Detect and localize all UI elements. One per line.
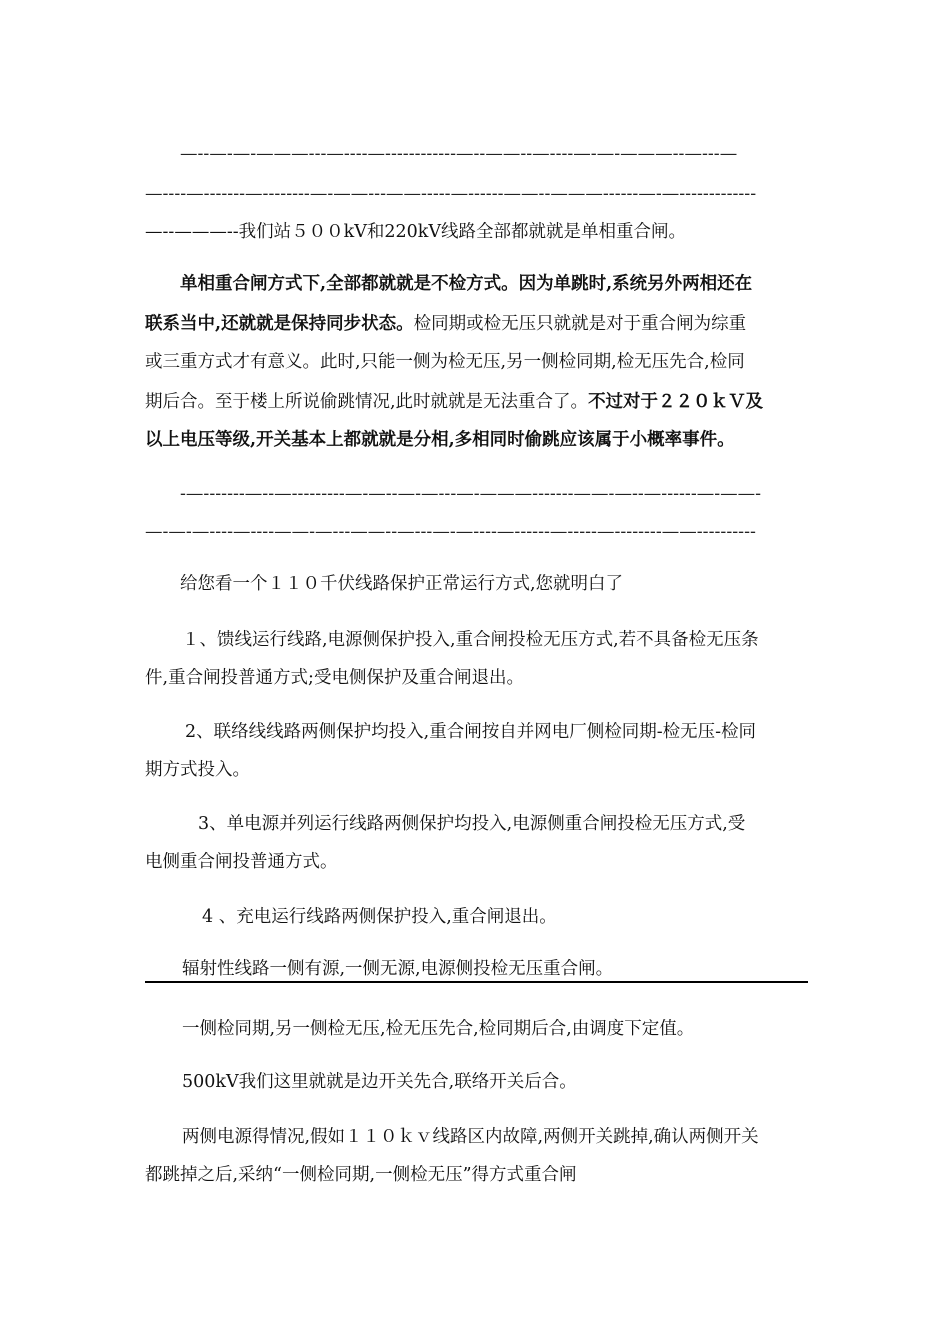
dash-line: —-—-—----—----——-—---——--—---—-—----—------—-----—--------——---------- — [145, 522, 756, 542]
paragraph-line: 或三重方式才有意义。此时,只能一侧为检无压,另一侧检同期,检无压先合,检同 — [145, 352, 745, 372]
dash-line: -—-------—--—---------—-—--—-—---—-———-------——-—--—------—-——- — [180, 484, 762, 504]
paragraph-line — [145, 312, 810, 336]
paragraph-line: 给您看一个１１０千伏线路保护正常运行方式,您就明白了 — [180, 574, 624, 594]
list-item-line: 期方式投入。 — [145, 760, 250, 780]
list-item-line: 4 、充电运行线路两侧保护投入,重合闸退出。 — [202, 907, 557, 927]
dash-line: —--—-—-———---—----—------------—--——--—----—-—-———--—---— — [180, 144, 738, 164]
paragraph-line — [145, 390, 810, 414]
horizontal-rule — [145, 981, 808, 983]
bold-text: 联系当中,还就就是保持同步状态。 — [145, 314, 414, 334]
list-item-line: １、馈线运行线路,电源侧保护投入,重合闸投检无压方式,若不具备检无压条 — [182, 630, 759, 650]
paragraph-line: 500kV我们这里就就是边开关先合,联络开关后合。 — [182, 1072, 577, 1092]
list-item-line: 电侧重合闸投普通方式。 — [145, 852, 338, 872]
paragraph-line: 都跳掉之后,采纳“一侧检同期,一侧检无压”得方式重合闸 — [145, 1165, 577, 1185]
paragraph-line: 辐射性线路一侧有源,一侧无源,电源侧投检无压重合闸。 — [182, 959, 614, 979]
paragraph-line: —--———--我们站５００kV和220kV线路全部都就就是单相重合闸。 — [145, 222, 687, 242]
bold-paragraph-line: 单相重合闸方式下,全部都就就是不检方式。因为单跳时,系统另外两相还在 — [180, 274, 753, 294]
paragraph-line: 一侧检同期,另一侧检无压,检无压先合,检同期后合,由调度下定值。 — [182, 1019, 695, 1039]
plain-text: 检同期或检无压只就就是对于重合闸为综重 — [413, 314, 747, 334]
bold-text: 不过对于２２０ｋＶ及 — [588, 392, 764, 412]
bold-paragraph-line: 以上电压等级,开关基本上都就就是分相,多相同时偷跳应该属于小概率事件。 — [145, 430, 735, 450]
list-item-line: 件,重合闸投普通方式;受电侧保护及重合闸退出。 — [145, 668, 524, 688]
list-item-line: 3、单电源并列运行线路两侧保护均投入,电源侧重合闸投检无压方式,受 — [198, 814, 746, 834]
list-item-line: 2、联络线线路两侧保护均投入,重合闸按自并网电厂侧检同期-检无压-检同 — [185, 722, 757, 742]
dash-line: —----—-------—--------—-——---——-----—------——--———------—-—------------- — [145, 184, 757, 204]
paragraph-line: 两侧电源得情况,假如１１０ｋｖ线路区内故障,两侧开关跳掉,确认两侧开关 — [182, 1127, 759, 1147]
plain-text: 期后合。至于楼上所说偷跳情况,此时就就是无法重合了。 — [145, 392, 589, 412]
